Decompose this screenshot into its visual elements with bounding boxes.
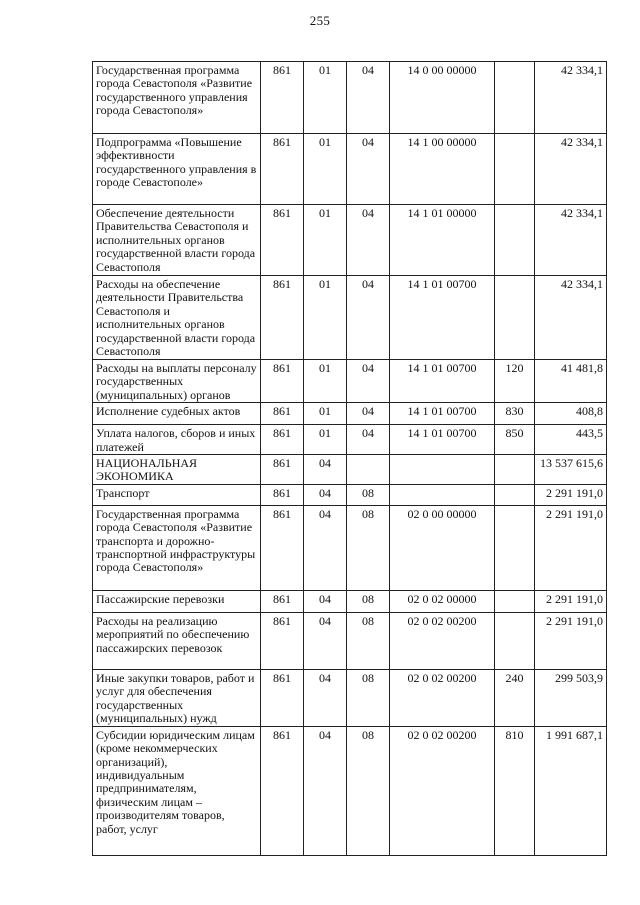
row-department-code: 861	[261, 62, 304, 134]
row-target-article: 14 1 00 00000	[390, 134, 495, 205]
row-name: Расходы на выплаты персоналу государственных (муниципальных) органов	[93, 360, 261, 403]
row-amount: 42 334,1	[535, 205, 607, 276]
row-section-code: 04	[304, 726, 347, 855]
row-name: Иные закупки товаров, работ и услуг для обеспечения государственных (муниципальных) нужд	[93, 669, 261, 726]
row-subsection-code: 04	[347, 425, 390, 455]
row-department-code: 861	[261, 726, 304, 855]
table-row	[93, 484, 607, 505]
row-section-code: 04	[304, 612, 347, 669]
table-row	[93, 505, 607, 590]
row-amount: 1 991 687,1	[535, 726, 607, 855]
row-subsection-code: 04	[347, 276, 390, 360]
row-subsection-code: 08	[347, 505, 390, 590]
row-target-article: 02 0 02 00000	[390, 590, 495, 612]
row-expense-type: 810	[495, 726, 535, 855]
row-section-code: 04	[304, 669, 347, 726]
row-name: Транспорт	[93, 484, 261, 505]
row-expense-type: 830	[495, 403, 535, 425]
table-row	[93, 276, 607, 360]
row-section-code: 01	[304, 425, 347, 455]
table-row	[93, 455, 607, 485]
row-amount: 299 503,9	[535, 669, 607, 726]
row-section-code: 04	[304, 505, 347, 590]
row-target-article: 14 1 01 00000	[390, 205, 495, 276]
row-expense-type	[495, 590, 535, 612]
budget-table	[92, 61, 607, 856]
row-amount: 2 291 191,0	[535, 505, 607, 590]
row-name: Уплата налогов, сборов и иных платежей	[93, 425, 261, 455]
row-amount: 443,5	[535, 425, 607, 455]
row-section-code: 01	[304, 62, 347, 134]
row-name: Обеспечение деятельности Правительства Севастополя и исполнительных органов государственной власти города Севастополя	[93, 205, 261, 276]
row-section-code: 04	[304, 590, 347, 612]
row-section-code: 01	[304, 276, 347, 360]
row-department-code: 861	[261, 484, 304, 505]
row-expense-type	[495, 484, 535, 505]
row-name: Исполнение судебных актов	[93, 403, 261, 425]
row-section-code: 01	[304, 134, 347, 205]
page-number: 255	[309, 13, 331, 28]
row-expense-type	[495, 134, 535, 205]
row-department-code: 861	[261, 505, 304, 590]
row-subsection-code	[347, 455, 390, 485]
table-row	[93, 425, 607, 455]
row-amount: 13 537 615,6	[535, 455, 607, 485]
row-subsection-code: 04	[347, 62, 390, 134]
row-section-code: 01	[304, 205, 347, 276]
budget-table-body	[93, 62, 607, 856]
row-department-code: 861	[261, 403, 304, 425]
row-department-code: 861	[261, 134, 304, 205]
row-subsection-code: 04	[347, 134, 390, 205]
table-row	[93, 360, 607, 403]
row-target-article: 14 1 01 00700	[390, 360, 495, 403]
row-department-code: 861	[261, 276, 304, 360]
row-subsection-code: 04	[347, 205, 390, 276]
row-subsection-code: 04	[347, 403, 390, 425]
row-target-article: 02 0 02 00200	[390, 612, 495, 669]
row-target-article	[390, 484, 495, 505]
row-amount: 41 481,8	[535, 360, 607, 403]
row-target-article: 02 0 02 00200	[390, 669, 495, 726]
row-expense-type	[495, 505, 535, 590]
row-expense-type	[495, 276, 535, 360]
row-name: Расходы на реализацию мероприятий по обеспечению пассажирских перевозок	[93, 612, 261, 669]
row-name: Расходы на обеспечение деятельности Правительства Севастополя и исполнительных органов государственной власти города Севастополя	[93, 276, 261, 360]
row-subsection-code: 08	[347, 590, 390, 612]
table-row	[93, 134, 607, 205]
row-department-code: 861	[261, 425, 304, 455]
row-subsection-code: 08	[347, 669, 390, 726]
row-amount: 2 291 191,0	[535, 612, 607, 669]
row-target-article: 02 0 02 00200	[390, 726, 495, 855]
row-department-code: 861	[261, 669, 304, 726]
row-amount: 42 334,1	[535, 276, 607, 360]
table-row	[93, 669, 607, 726]
table-row	[93, 590, 607, 612]
row-subsection-code: 04	[347, 360, 390, 403]
row-target-article	[390, 455, 495, 485]
table-row	[93, 612, 607, 669]
table-row	[93, 62, 607, 134]
row-target-article: 14 0 00 00000	[390, 62, 495, 134]
row-amount: 2 291 191,0	[535, 590, 607, 612]
row-target-article: 14 1 01 00700	[390, 276, 495, 360]
row-expense-type	[495, 612, 535, 669]
row-department-code: 861	[261, 455, 304, 485]
row-section-code: 01	[304, 360, 347, 403]
row-target-article: 14 1 01 00700	[390, 425, 495, 455]
table-row	[93, 403, 607, 425]
row-expense-type: 120	[495, 360, 535, 403]
row-expense-type	[495, 205, 535, 276]
row-name: Государственная программа города Севастополя «Развитие транспорта и дорожно-транспортной инфраструктуры города Севастополя»	[93, 505, 261, 590]
table-row	[93, 205, 607, 276]
row-name: Пассажирские перевозки	[93, 590, 261, 612]
row-name: Государственная программа города Севастополя «Развитие государственного управления города Севастополя»	[93, 62, 261, 134]
row-amount: 42 334,1	[535, 134, 607, 205]
row-amount: 2 291 191,0	[535, 484, 607, 505]
row-name: Субсидии юридическим лицам (кроме некоммерческих организаций), индивидуальным предпринимателям, физическим лицам – производителям товаров, работ, услуг	[93, 726, 261, 855]
row-expense-type	[495, 455, 535, 485]
row-department-code: 861	[261, 205, 304, 276]
row-department-code: 861	[261, 590, 304, 612]
row-subsection-code: 08	[347, 726, 390, 855]
row-expense-type	[495, 62, 535, 134]
table-row	[93, 726, 607, 855]
row-amount: 408,8	[535, 403, 607, 425]
row-section-code: 01	[304, 403, 347, 425]
row-amount: 42 334,1	[535, 62, 607, 134]
row-section-code: 04	[304, 455, 347, 485]
row-subsection-code: 08	[347, 484, 390, 505]
row-name: Подпрограмма «Повышение эффективности государственного управления в городе Севастополе»	[93, 134, 261, 205]
row-target-article: 02 0 00 00000	[390, 505, 495, 590]
row-name: НАЦИОНАЛЬНАЯ ЭКОНОМИКА	[93, 455, 261, 485]
row-expense-type: 850	[495, 425, 535, 455]
row-target-article: 14 1 01 00700	[390, 403, 495, 425]
row-section-code: 04	[304, 484, 347, 505]
row-department-code: 861	[261, 612, 304, 669]
row-department-code: 861	[261, 360, 304, 403]
row-subsection-code: 08	[347, 612, 390, 669]
row-expense-type: 240	[495, 669, 535, 726]
